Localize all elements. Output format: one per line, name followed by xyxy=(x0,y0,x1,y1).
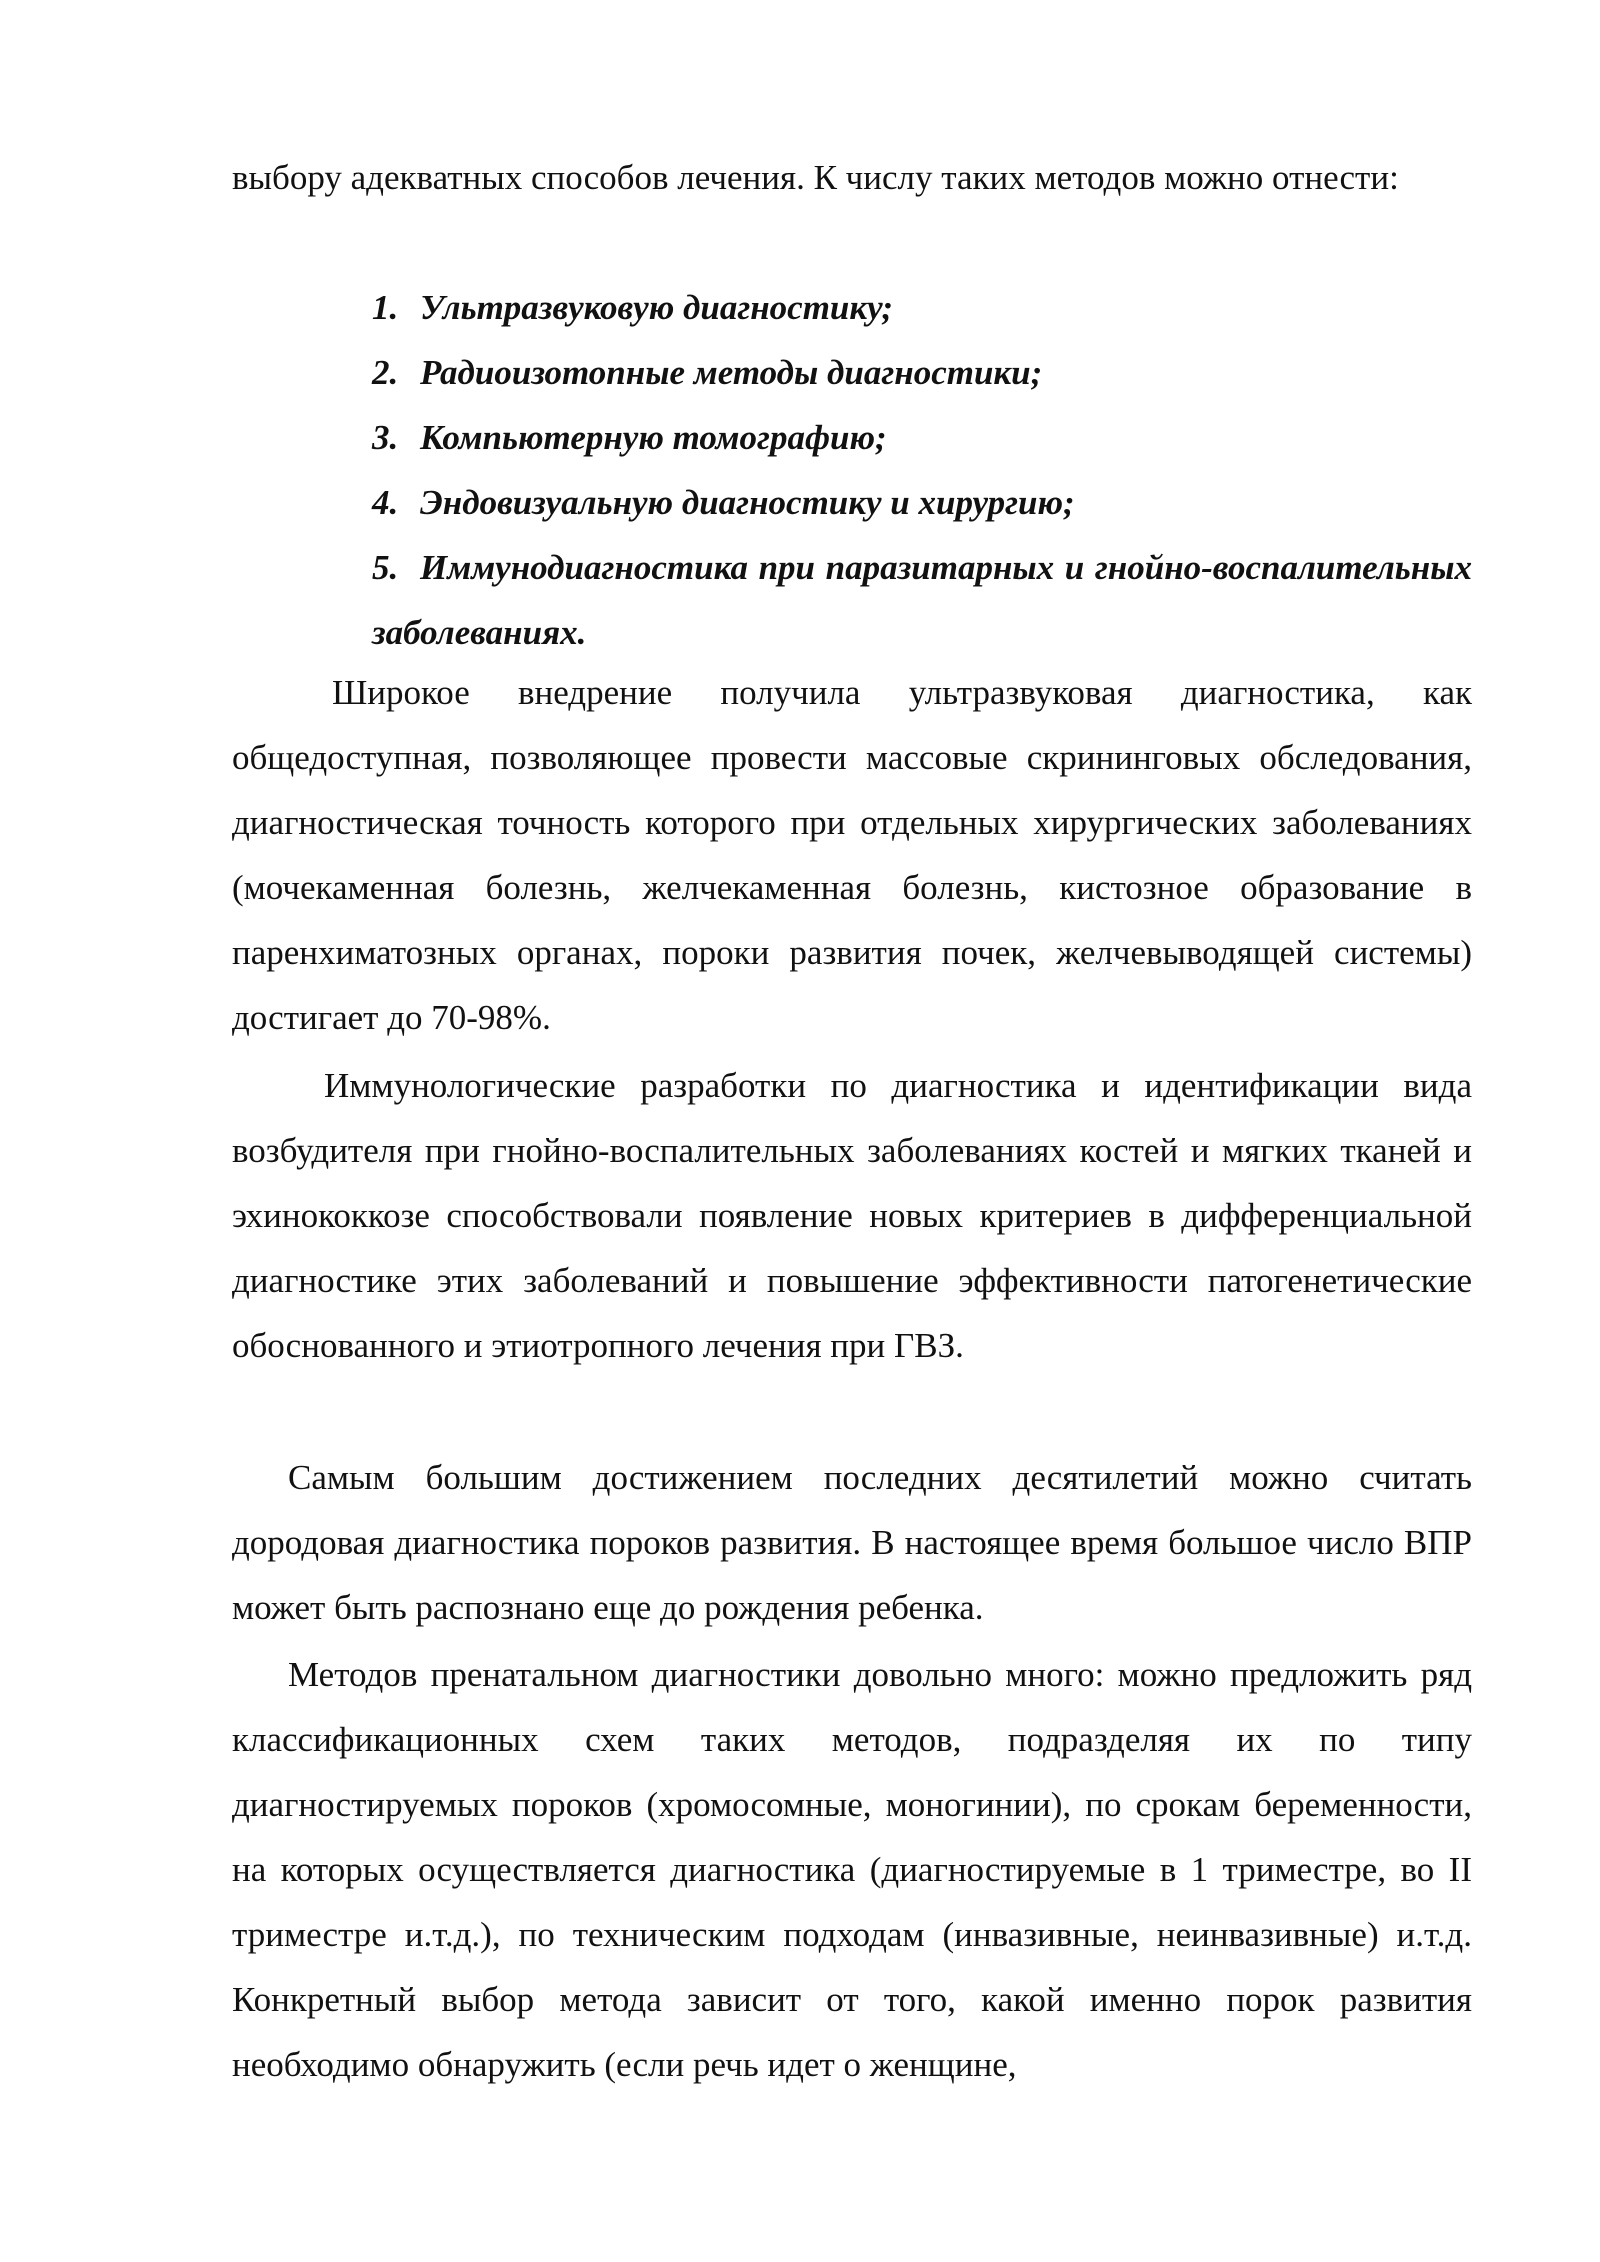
body-paragraph-immunology: Иммунологические разработки по диагностика и идентификации вида возбудителя при гнойно-воспалительных заболеваниях костей и мягких тканей и эхинококкозе способствовали появление новых критериев в дифференциальной диагностике этих заболеваний и повышение эффективности патогенетические обоснованного и этиотропного лечения при ГВЗ. xyxy=(232,1066,1472,1365)
body-paragraph-prenatal-methods: Методов пренатальном диагностики довольно много: можно предложить ряд классификационных схем таких методов, подразделяя их по типу диагностируемых пороков (хромосомные, моногинии), по срокам беременности, на которых осуществляется диагностика (диагностируемые в 1 триместре, во II триместре и.т.д.), по техническим подходам (инвазивные, неинвазивные) и.т.д. Конкретный выбор метода зависит от того, какой именно порок развития необходимо обнаружить (если речь идет о женщине, xyxy=(232,1655,1472,2084)
list-item-text: Иммунодиагностика при паразитарных и гнойно-воспалительных заболеваниях. xyxy=(372,548,1472,652)
body-paragraph-ultrasound: Широкое внедрение получила ультразвуковая диагностика, как общедоступная, позволяющее провести массовые скрининговых обследования, диагностическая точность которого при отдельных хирургических заболеваниях (мочекаменная болезнь, желчекаменная болезнь, кистозное образование в паренхиматозных органах, пороки развития почек, желчевыводящей системы) достигает до 70-98%. xyxy=(232,673,1472,1037)
list-item-number: 2. xyxy=(372,353,399,392)
list-item xyxy=(372,535,1472,665)
list-item-number: 4. xyxy=(372,483,399,522)
diagnostic-methods-list xyxy=(372,275,1472,665)
list-item-text: Ультразвуковую диагностику; xyxy=(420,288,893,327)
list-item xyxy=(372,340,1472,405)
list-item-number: 1. xyxy=(372,288,399,327)
list-item-text: Радиоизотопные методы диагностики; xyxy=(420,353,1043,392)
intro-paragraph: выбору адекватных способов лечения. К числу таких методов можно отнести: xyxy=(232,158,1399,197)
list-item xyxy=(372,405,1472,470)
list-item-text: Эндовизуальную диагностику и хирургию; xyxy=(420,483,1075,522)
list-item-number: 3. xyxy=(372,418,399,457)
list-item xyxy=(372,470,1472,535)
list-item xyxy=(372,275,1472,340)
list-item-number: 5. xyxy=(372,548,399,587)
list-item-text: Компьютерную томографию; xyxy=(420,418,887,457)
body-paragraph-prenatal-achievement: Самым большим достижением последних десятилетий можно считать дородовая диагностика пороков развития. В настоящее время большое число ВПР может быть распознано еще до рождения ребенка. xyxy=(232,1458,1472,1627)
